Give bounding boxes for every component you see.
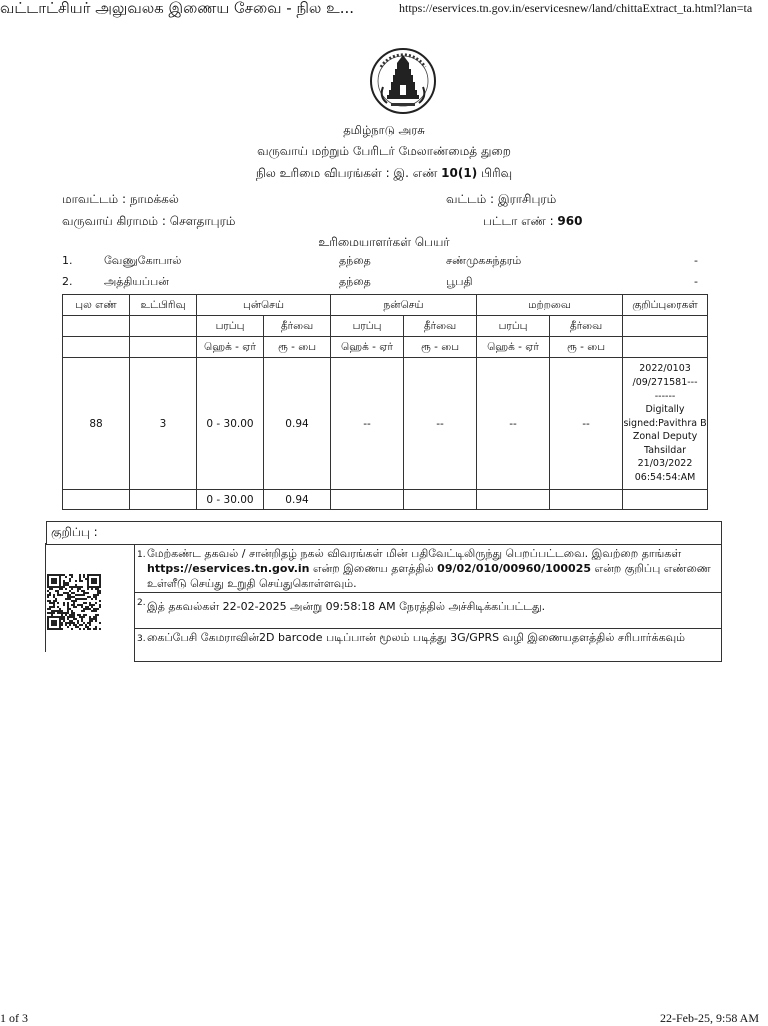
- note-item: [135, 545, 722, 593]
- owner-relation: தந்தை: [339, 254, 371, 267]
- header-remarks: குறிப்புரைகள்: [623, 295, 708, 316]
- tamil-nadu-emblem-icon: [369, 47, 437, 115]
- remark-line: Zonal Deputy: [632, 431, 698, 443]
- unit-area: ஹெக் - ஏர்: [331, 337, 404, 358]
- note-index: 3.: [137, 634, 146, 644]
- header-dry-land: புன்செய்: [197, 295, 331, 316]
- cell-other-tax: --: [550, 358, 623, 490]
- print-page-count: 1 of 3: [0, 1011, 28, 1025]
- owner-relative: பூபதி: [446, 275, 473, 288]
- subheader-tax: தீர்வை: [264, 316, 331, 337]
- note-row: [47, 629, 722, 662]
- print-page-title: வட்டாட்சியர் அலுவலக இணைய சேவை - நில உ...: [0, 0, 355, 17]
- gov-title: தமிழ்நாடு அரசு: [343, 123, 425, 137]
- note-item: [135, 593, 722, 629]
- subheader-area: பரப்பு: [331, 316, 404, 337]
- note-text: என்ற குறிப்பு எண்ணை உள்ளீடு செய்து உறுதி செய்துகொள்ளவும்.: [147, 562, 711, 590]
- land-details-table: [62, 294, 708, 510]
- district-label: மாவட்டம் : நாமக்கல்: [62, 192, 179, 206]
- table-subheader-row: [63, 316, 708, 337]
- dept-title: வருவாய் மற்றும் பேரிடர் மேலாண்மைத் துறை: [257, 144, 511, 158]
- unit-area: ஹெக் - ஏர்: [477, 337, 550, 358]
- village-label: வருவாய் கிராமம் : சௌதாபுரம்: [62, 214, 236, 228]
- patta-number: [483, 214, 582, 230]
- remark-line: Digitally: [645, 404, 685, 416]
- cell-dry-tax: 0.94: [264, 358, 331, 490]
- owner-name: வேணுகோபால்: [104, 254, 182, 267]
- total-dry-tax: 0.94: [264, 490, 331, 510]
- note-index: 2.: [137, 598, 146, 608]
- patta-value: 960: [557, 214, 583, 228]
- print-url: https://eservices.tn.gov.in/eservicesnew/land/chittaExtract_ta.html?lan=ta: [399, 1, 753, 15]
- remark-line: 21/03/2022: [637, 458, 693, 470]
- unit-area: ஹெக் - ஏர்: [197, 337, 264, 358]
- owners-title: உரிமையாளர்கள் பெயர்: [318, 235, 450, 249]
- note-link: https://eservices.tn.gov.in: [147, 562, 310, 575]
- qr-cell: [47, 545, 135, 662]
- remark-line: 06:54:54:AM: [634, 472, 696, 484]
- remark-line: Tahsildar: [644, 444, 687, 456]
- owner-relative: சண்முகசுந்தரம்: [446, 254, 522, 267]
- header-survey-no: புல எண்: [63, 295, 130, 316]
- note-text: இத் தகவல்கள் 22-02-2025 அன்று 09:58:18 AM நேரத்தில் அச்சிடிக்கப்பட்டது.: [147, 600, 546, 613]
- unit-tax: ரூ - பை: [550, 337, 623, 358]
- notes-title: குறிப்பு :: [47, 522, 722, 545]
- cell-survey-no: 88: [63, 358, 130, 490]
- note-row: [47, 545, 722, 593]
- taluk-label: வட்டம் : இராசிபுரம்: [446, 192, 557, 206]
- cell-other-area: --: [477, 358, 550, 490]
- cell-remarks: [623, 358, 708, 490]
- header-other-land: மற்றவை: [477, 295, 623, 316]
- owner-index: 2.: [62, 275, 73, 288]
- cell-wet-tax: --: [404, 358, 477, 490]
- owner-name: அத்தியப்பன்: [104, 275, 169, 288]
- remark-line: ------: [654, 390, 676, 402]
- note-item: [135, 629, 722, 662]
- unit-tax: ரூ - பை: [264, 337, 331, 358]
- unit-tax: ரூ - பை: [404, 337, 477, 358]
- table-header-row: [63, 295, 708, 316]
- table-total-row: [63, 490, 708, 510]
- note-text: மேற்கண்ட தகவல் / சான்றிதழ் நகல் விவரங்கள் மின் பதிவேட்டிலிருந்து பெறப்பட்டவை. இவற்றை தாங்கள்: [147, 547, 682, 560]
- remark-line: signed:Pavithra B: [623, 417, 707, 429]
- record-title-suffix: பிரிவு: [477, 166, 513, 180]
- qr-code-icon: [47, 574, 101, 630]
- subheader-area: பரப்பு: [477, 316, 550, 337]
- owner-extra: -: [694, 254, 698, 267]
- note-text: கைப்பேசி கேமராவின்2D barcode படிப்பான் மூலம் படித்து 3G/GPRS வழி இணையதளத்தில் சரிபார்க்கவும்: [147, 631, 685, 644]
- cell-subdivision: 3: [130, 358, 197, 490]
- remark-line: 2022/0103: [639, 363, 691, 375]
- note-index: 1.: [137, 550, 146, 560]
- cell-wet-area: --: [331, 358, 404, 490]
- note-text: என்ற இணைய தளத்தில்: [309, 562, 438, 575]
- notes-table: [46, 521, 722, 662]
- header-wet-land: நன்செய்: [331, 295, 477, 316]
- patta-label: பட்டா எண் :: [483, 214, 558, 228]
- note-reference: 09/02/010/00960/100025: [437, 562, 592, 575]
- record-title-prefix: நில உரிமை விபரங்கள் : இ. எண்: [255, 166, 442, 180]
- subheader-area: பரப்பு: [197, 316, 264, 337]
- print-datetime: 22-Feb-25, 9:58 AM: [660, 1011, 759, 1025]
- record-title-number: 10(1): [441, 166, 478, 180]
- owner-extra: -: [694, 275, 698, 288]
- remark-line: /09/271581---: [632, 376, 698, 388]
- table-unit-row: [63, 337, 708, 358]
- table-row: [63, 358, 708, 490]
- owner-relation: தந்தை: [339, 275, 371, 288]
- total-dry-area: 0 - 30.00: [197, 490, 264, 510]
- header-subdivision: உட்பிரிவு: [130, 295, 197, 316]
- notes-left-border: [45, 543, 46, 652]
- record-title: [0, 166, 768, 182]
- cell-dry-area: 0 - 30.00: [197, 358, 264, 490]
- subheader-tax: தீர்வை: [550, 316, 623, 337]
- notes-header-row: [47, 522, 722, 545]
- subheader-tax: தீர்வை: [404, 316, 477, 337]
- owner-index: 1.: [62, 254, 73, 267]
- note-row: [47, 593, 722, 629]
